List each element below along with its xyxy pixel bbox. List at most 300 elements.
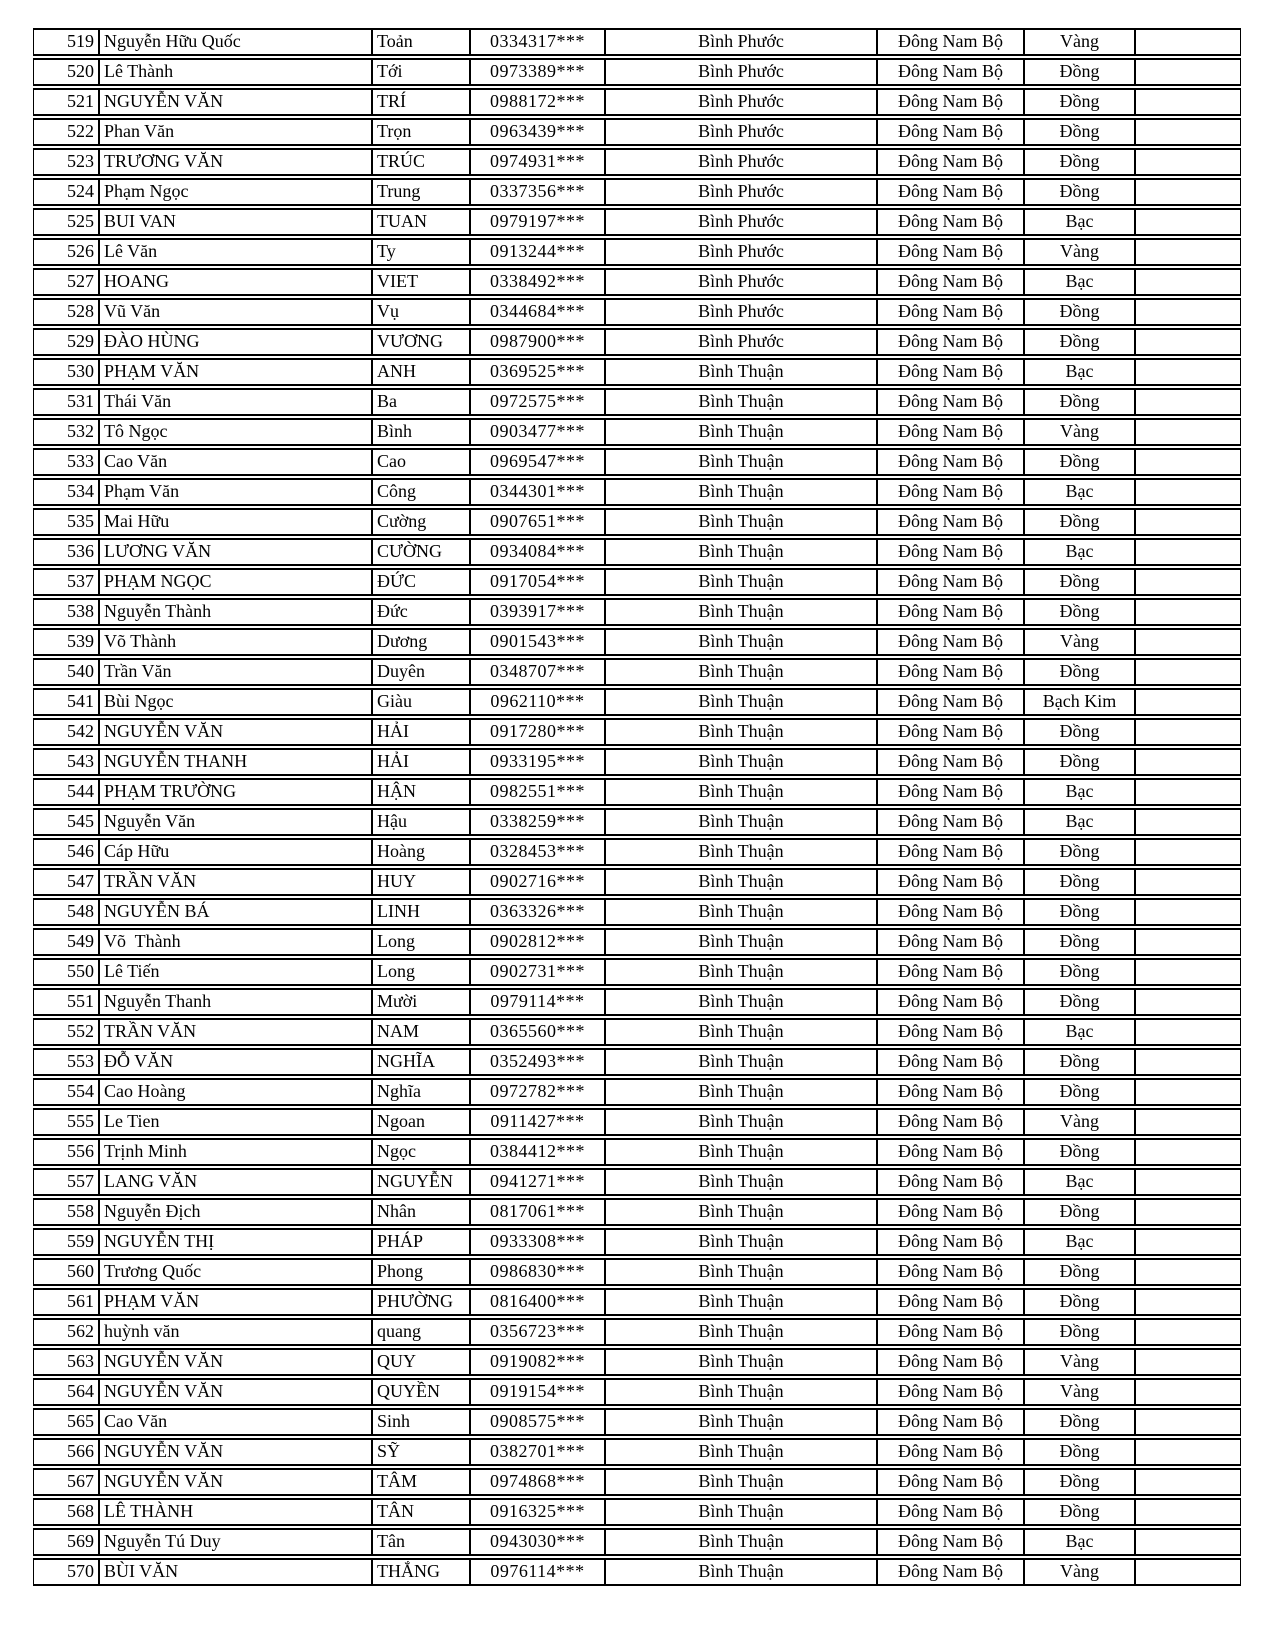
cell-tier: Vàng (1024, 28, 1135, 56)
cell-given-name: VƯƠNG (372, 328, 470, 356)
cell-province: Bình Thuận (605, 688, 877, 716)
cell-empty (1135, 238, 1241, 266)
cell-region: Đông Nam Bộ (877, 358, 1024, 386)
cell-phone-number: 0901543*** (470, 628, 605, 656)
cell-region: Đông Nam Bộ (877, 1138, 1024, 1166)
cell-phone-number: 0987900*** (470, 328, 605, 356)
cell-last-middle-name: LÊ THÀNH (99, 1498, 372, 1526)
cell-region: Đông Nam Bộ (877, 118, 1024, 146)
cell-empty (1135, 358, 1241, 386)
cell-empty (1135, 808, 1241, 836)
cell-given-name: NGHĨA (372, 1048, 470, 1076)
cell-empty (1135, 898, 1241, 926)
cell-empty (1135, 538, 1241, 566)
cell-given-name: Ba (372, 388, 470, 416)
cell-empty (1135, 568, 1241, 596)
table-row (33, 178, 1241, 206)
cell-given-name: Hoàng (372, 838, 470, 866)
table-row (33, 238, 1241, 266)
cell-region: Đông Nam Bộ (877, 838, 1024, 866)
cell-row-number: 541 (33, 688, 99, 716)
cell-phone-number: 0328453*** (470, 838, 605, 866)
cell-phone-number: 0917054*** (470, 568, 605, 596)
table-row (33, 988, 1241, 1016)
cell-given-name: LINH (372, 898, 470, 926)
cell-given-name: ĐỨC (372, 568, 470, 596)
cell-tier: Đồng (1024, 1498, 1135, 1526)
cell-given-name: TÂM (372, 1468, 470, 1496)
cell-row-number: 538 (33, 598, 99, 626)
cell-empty (1135, 1228, 1241, 1256)
cell-tier: Bạc (1024, 1228, 1135, 1256)
cell-region: Đông Nam Bộ (877, 208, 1024, 236)
cell-phone-number: 0969547*** (470, 448, 605, 476)
cell-tier: Đồng (1024, 898, 1135, 926)
cell-given-name: NGUYỄN (372, 1168, 470, 1196)
cell-phone-number: 0393917*** (470, 598, 605, 626)
cell-last-middle-name: Phan Văn (99, 118, 372, 146)
cell-empty (1135, 508, 1241, 536)
table-row (33, 1078, 1241, 1106)
table-row (33, 928, 1241, 956)
cell-empty (1135, 1108, 1241, 1136)
cell-row-number: 549 (33, 928, 99, 956)
table-row (33, 388, 1241, 416)
cell-given-name: Nghĩa (372, 1078, 470, 1106)
cell-tier: Bạc (1024, 778, 1135, 806)
cell-tier: Đồng (1024, 148, 1135, 176)
cell-region: Đông Nam Bộ (877, 298, 1024, 326)
cell-last-middle-name: PHẠM VĂN (99, 1288, 372, 1316)
cell-tier: Đồng (1024, 328, 1135, 356)
cell-empty (1135, 118, 1241, 146)
cell-row-number: 535 (33, 508, 99, 536)
cell-province: Bình Phước (605, 298, 877, 326)
cell-last-middle-name: Lê Thành (99, 58, 372, 86)
cell-tier: Đồng (1024, 388, 1135, 416)
cell-row-number: 560 (33, 1258, 99, 1286)
cell-given-name: Hậu (372, 808, 470, 836)
table-row (33, 208, 1241, 236)
cell-phone-number: 0384412*** (470, 1138, 605, 1166)
cell-province: Bình Thuận (605, 988, 877, 1016)
cell-tier: Đồng (1024, 88, 1135, 116)
cell-empty (1135, 688, 1241, 716)
cell-row-number: 546 (33, 838, 99, 866)
cell-province: Bình Thuận (605, 1348, 877, 1376)
cell-last-middle-name: NGUYỄN THỊ (99, 1228, 372, 1256)
cell-empty (1135, 1078, 1241, 1106)
cell-given-name: CƯỜNG (372, 538, 470, 566)
cell-tier: Đồng (1024, 1468, 1135, 1496)
cell-region: Đông Nam Bộ (877, 748, 1024, 776)
cell-given-name: Trung (372, 178, 470, 206)
cell-region: Đông Nam Bộ (877, 268, 1024, 296)
cell-row-number: 561 (33, 1288, 99, 1316)
cell-tier: Bạc (1024, 1018, 1135, 1046)
cell-given-name: Cường (372, 508, 470, 536)
cell-phone-number: 0979114*** (470, 988, 605, 1016)
cell-region: Đông Nam Bộ (877, 1018, 1024, 1046)
cell-province: Bình Phước (605, 58, 877, 86)
cell-given-name: QUYỀN (372, 1378, 470, 1406)
cell-last-middle-name: HOANG (99, 268, 372, 296)
cell-last-middle-name: LƯƠNG VĂN (99, 538, 372, 566)
table-row (33, 1498, 1241, 1526)
cell-row-number: 525 (33, 208, 99, 236)
table-row (33, 568, 1241, 596)
cell-tier: Đồng (1024, 988, 1135, 1016)
cell-region: Đông Nam Bộ (877, 1228, 1024, 1256)
cell-last-middle-name: Mai Hữu (99, 508, 372, 536)
cell-empty (1135, 298, 1241, 326)
cell-empty (1135, 1318, 1241, 1346)
cell-province: Bình Thuận (605, 1378, 877, 1406)
cell-row-number: 539 (33, 628, 99, 656)
cell-province: Bình Thuận (605, 1048, 877, 1076)
cell-row-number: 557 (33, 1168, 99, 1196)
table-row (33, 1288, 1241, 1316)
cell-province: Bình Thuận (605, 658, 877, 686)
table-row (33, 808, 1241, 836)
cell-phone-number: 0903477*** (470, 418, 605, 446)
cell-given-name: Long (372, 958, 470, 986)
cell-given-name: Mười (372, 988, 470, 1016)
cell-province: Bình Thuận (605, 1558, 877, 1586)
cell-given-name: Công (372, 478, 470, 506)
cell-province: Bình Phước (605, 178, 877, 206)
cell-given-name: Cao (372, 448, 470, 476)
cell-row-number: 545 (33, 808, 99, 836)
table-row (33, 88, 1241, 116)
cell-row-number: 550 (33, 958, 99, 986)
cell-empty (1135, 478, 1241, 506)
cell-province: Bình Thuận (605, 418, 877, 446)
cell-given-name: PHÁP (372, 1228, 470, 1256)
cell-row-number: 534 (33, 478, 99, 506)
cell-phone-number: 0943030*** (470, 1528, 605, 1556)
cell-phone-number: 0902812*** (470, 928, 605, 956)
cell-last-middle-name: ĐỖ VĂN (99, 1048, 372, 1076)
cell-last-middle-name: TRẦN VĂN (99, 868, 372, 896)
cell-empty (1135, 868, 1241, 896)
cell-phone-number: 0382701*** (470, 1438, 605, 1466)
table-row (33, 1438, 1241, 1466)
cell-phone-number: 0338259*** (470, 808, 605, 836)
cell-given-name: Ngọc (372, 1138, 470, 1166)
cell-region: Đông Nam Bộ (877, 1258, 1024, 1286)
cell-empty (1135, 1498, 1241, 1526)
cell-region: Đông Nam Bộ (877, 1198, 1024, 1226)
cell-tier: Vàng (1024, 1348, 1135, 1376)
cell-province: Bình Thuận (605, 448, 877, 476)
cell-given-name: HẢI (372, 718, 470, 746)
cell-last-middle-name: NGUYỄN VĂN (99, 1468, 372, 1496)
cell-region: Đông Nam Bộ (877, 898, 1024, 926)
cell-row-number: 521 (33, 88, 99, 116)
cell-last-middle-name: Nguyễn Địch (99, 1198, 372, 1226)
cell-empty (1135, 1438, 1241, 1466)
cell-empty (1135, 1558, 1241, 1586)
cell-given-name: SỸ (372, 1438, 470, 1466)
table-row (33, 898, 1241, 926)
cell-province: Bình Thuận (605, 1468, 877, 1496)
cell-last-middle-name: Phạm Ngọc (99, 178, 372, 206)
cell-empty (1135, 1408, 1241, 1436)
cell-tier: Đồng (1024, 448, 1135, 476)
cell-phone-number: 0913244*** (470, 238, 605, 266)
cell-region: Đông Nam Bộ (877, 628, 1024, 656)
table-row (33, 598, 1241, 626)
cell-region: Đông Nam Bộ (877, 178, 1024, 206)
cell-region: Đông Nam Bộ (877, 688, 1024, 716)
cell-empty (1135, 1048, 1241, 1076)
cell-region: Đông Nam Bộ (877, 508, 1024, 536)
cell-given-name: Nhân (372, 1198, 470, 1226)
cell-province: Bình Thuận (605, 628, 877, 656)
cell-province: Bình Thuận (605, 868, 877, 896)
cell-phone-number: 0348707*** (470, 658, 605, 686)
cell-row-number: 537 (33, 568, 99, 596)
cell-tier: Bạc (1024, 538, 1135, 566)
cell-phone-number: 0363326*** (470, 898, 605, 926)
cell-empty (1135, 778, 1241, 806)
cell-region: Đông Nam Bộ (877, 1468, 1024, 1496)
cell-row-number: 564 (33, 1378, 99, 1406)
cell-last-middle-name: Le Tien (99, 1108, 372, 1136)
cell-empty (1135, 718, 1241, 746)
cell-province: Bình Thuận (605, 388, 877, 416)
cell-tier: Bạc (1024, 268, 1135, 296)
cell-phone-number: 0902716*** (470, 868, 605, 896)
cell-phone-number: 0986830*** (470, 1258, 605, 1286)
cell-tier: Đồng (1024, 1138, 1135, 1166)
cell-row-number: 542 (33, 718, 99, 746)
cell-empty (1135, 418, 1241, 446)
cell-row-number: 563 (33, 1348, 99, 1376)
table-row (33, 1108, 1241, 1136)
cell-empty (1135, 208, 1241, 236)
cell-given-name: HẬN (372, 778, 470, 806)
cell-phone-number: 0941271*** (470, 1168, 605, 1196)
cell-phone-number: 0976114*** (470, 1558, 605, 1586)
cell-phone-number: 0972782*** (470, 1078, 605, 1106)
cell-row-number: 533 (33, 448, 99, 476)
cell-given-name: NAM (372, 1018, 470, 1046)
cell-province: Bình Thuận (605, 1438, 877, 1466)
cell-empty (1135, 1018, 1241, 1046)
cell-province: Bình Thuận (605, 1138, 877, 1166)
cell-empty (1135, 268, 1241, 296)
table-row (33, 1558, 1241, 1586)
cell-region: Đông Nam Bộ (877, 1558, 1024, 1586)
cell-province: Bình Thuận (605, 1198, 877, 1226)
cell-tier: Đồng (1024, 928, 1135, 956)
table-row (33, 1408, 1241, 1436)
cell-region: Đông Nam Bộ (877, 598, 1024, 626)
cell-given-name: Dương (372, 628, 470, 656)
cell-phone-number: 0988172*** (470, 88, 605, 116)
cell-last-middle-name: NGUYỄN VĂN (99, 1378, 372, 1406)
cell-phone-number: 0916325*** (470, 1498, 605, 1526)
table-row (33, 58, 1241, 86)
cell-region: Đông Nam Bộ (877, 538, 1024, 566)
table-row (33, 148, 1241, 176)
cell-phone-number: 0919082*** (470, 1348, 605, 1376)
member-table (33, 26, 1241, 1588)
table-row (33, 508, 1241, 536)
cell-last-middle-name: Trương Quốc (99, 1258, 372, 1286)
cell-last-middle-name: Vũ Văn (99, 298, 372, 326)
cell-region: Đông Nam Bộ (877, 958, 1024, 986)
cell-row-number: 554 (33, 1078, 99, 1106)
cell-region: Đông Nam Bộ (877, 718, 1024, 746)
cell-phone-number: 0908575*** (470, 1408, 605, 1436)
cell-last-middle-name: Lê Văn (99, 238, 372, 266)
cell-tier: Đồng (1024, 658, 1135, 686)
cell-given-name: HẢI (372, 748, 470, 776)
cell-row-number: 526 (33, 238, 99, 266)
cell-region: Đông Nam Bộ (877, 1378, 1024, 1406)
cell-last-middle-name: TRẦN VĂN (99, 1018, 372, 1046)
cell-tier: Vàng (1024, 1378, 1135, 1406)
cell-last-middle-name: Nguyễn Tú Duy (99, 1528, 372, 1556)
cell-given-name: Ty (372, 238, 470, 266)
cell-province: Bình Thuận (605, 478, 877, 506)
cell-given-name: THẮNG (372, 1558, 470, 1586)
cell-phone-number: 0338492*** (470, 268, 605, 296)
cell-tier: Đồng (1024, 1288, 1135, 1316)
cell-last-middle-name: NGUYỄN VĂN (99, 1438, 372, 1466)
cell-phone-number: 0911427*** (470, 1108, 605, 1136)
cell-region: Đông Nam Bộ (877, 568, 1024, 596)
cell-tier: Bạc (1024, 1168, 1135, 1196)
cell-given-name: TRÍ (372, 88, 470, 116)
cell-row-number: 555 (33, 1108, 99, 1136)
cell-region: Đông Nam Bộ (877, 1288, 1024, 1316)
table-row (33, 628, 1241, 656)
cell-last-middle-name: Cao Văn (99, 448, 372, 476)
cell-province: Bình Thuận (605, 898, 877, 926)
cell-row-number: 530 (33, 358, 99, 386)
table-row (33, 1018, 1241, 1046)
table-row (33, 328, 1241, 356)
cell-tier: Vàng (1024, 1558, 1135, 1586)
cell-phone-number: 0365560*** (470, 1018, 605, 1046)
cell-row-number: 544 (33, 778, 99, 806)
cell-row-number: 551 (33, 988, 99, 1016)
cell-tier: Đồng (1024, 508, 1135, 536)
table-row (33, 958, 1241, 986)
cell-region: Đông Nam Bộ (877, 1078, 1024, 1106)
cell-empty (1135, 1138, 1241, 1166)
cell-phone-number: 0369525*** (470, 358, 605, 386)
cell-tier: Bạch Kim (1024, 688, 1135, 716)
cell-tier: Đồng (1024, 838, 1135, 866)
cell-region: Đông Nam Bộ (877, 88, 1024, 116)
cell-row-number: 536 (33, 538, 99, 566)
cell-region: Đông Nam Bộ (877, 808, 1024, 836)
cell-last-middle-name: huỳnh văn (99, 1318, 372, 1346)
cell-province: Bình Thuận (605, 568, 877, 596)
cell-province: Bình Phước (605, 208, 877, 236)
cell-last-middle-name: Cao Hoàng (99, 1078, 372, 1106)
cell-empty (1135, 1288, 1241, 1316)
cell-province: Bình Thuận (605, 1108, 877, 1136)
cell-empty (1135, 1348, 1241, 1376)
cell-region: Đông Nam Bộ (877, 658, 1024, 686)
cell-last-middle-name: LANG VĂN (99, 1168, 372, 1196)
cell-region: Đông Nam Bộ (877, 448, 1024, 476)
cell-empty (1135, 178, 1241, 206)
cell-tier: Vàng (1024, 1108, 1135, 1136)
cell-province: Bình Phước (605, 238, 877, 266)
cell-province: Bình Thuận (605, 1288, 877, 1316)
cell-phone-number: 0974931*** (470, 148, 605, 176)
cell-province: Bình Thuận (605, 358, 877, 386)
cell-empty (1135, 1378, 1241, 1406)
cell-tier: Bạc (1024, 478, 1135, 506)
cell-tier: Bạc (1024, 808, 1135, 836)
cell-last-middle-name: Tô Ngọc (99, 418, 372, 446)
cell-tier: Đồng (1024, 1408, 1135, 1436)
table-row (33, 1138, 1241, 1166)
cell-region: Đông Nam Bộ (877, 1168, 1024, 1196)
cell-row-number: 527 (33, 268, 99, 296)
cell-phone-number: 0982551*** (470, 778, 605, 806)
cell-row-number: 522 (33, 118, 99, 146)
table-row (33, 1198, 1241, 1226)
cell-given-name: quang (372, 1318, 470, 1346)
cell-empty (1135, 1528, 1241, 1556)
cell-last-middle-name: Cao Văn (99, 1408, 372, 1436)
cell-phone-number: 0907651*** (470, 508, 605, 536)
cell-given-name: Trọn (372, 118, 470, 146)
cell-row-number: 543 (33, 748, 99, 776)
table-row (33, 1468, 1241, 1496)
cell-phone-number: 0933195*** (470, 748, 605, 776)
cell-last-middle-name: Nguyễn Thành (99, 598, 372, 626)
cell-row-number: 565 (33, 1408, 99, 1436)
cell-given-name: Toản (372, 28, 470, 56)
cell-empty (1135, 328, 1241, 356)
cell-row-number: 558 (33, 1198, 99, 1226)
cell-last-middle-name: BUI VAN (99, 208, 372, 236)
cell-empty (1135, 58, 1241, 86)
cell-row-number: 520 (33, 58, 99, 86)
cell-last-middle-name: Thái Văn (99, 388, 372, 416)
cell-province: Bình Thuận (605, 808, 877, 836)
table-row (33, 718, 1241, 746)
table-row (33, 118, 1241, 146)
cell-last-middle-name: ĐÀO HÙNG (99, 328, 372, 356)
cell-region: Đông Nam Bộ (877, 1348, 1024, 1376)
cell-tier: Đồng (1024, 1258, 1135, 1286)
cell-row-number: 531 (33, 388, 99, 416)
cell-region: Đông Nam Bộ (877, 1108, 1024, 1136)
cell-row-number: 547 (33, 868, 99, 896)
cell-given-name: Tới (372, 58, 470, 86)
cell-row-number: 552 (33, 1018, 99, 1046)
cell-last-middle-name: NGUYỄN BÁ (99, 898, 372, 926)
cell-province: Bình Thuận (605, 538, 877, 566)
cell-given-name: Duyên (372, 658, 470, 686)
cell-empty (1135, 838, 1241, 866)
cell-last-middle-name: NGUYỄN VĂN (99, 88, 372, 116)
cell-row-number: 570 (33, 1558, 99, 1586)
cell-tier: Đồng (1024, 1078, 1135, 1106)
cell-last-middle-name: Nguyễn Hữu Quốc (99, 28, 372, 56)
